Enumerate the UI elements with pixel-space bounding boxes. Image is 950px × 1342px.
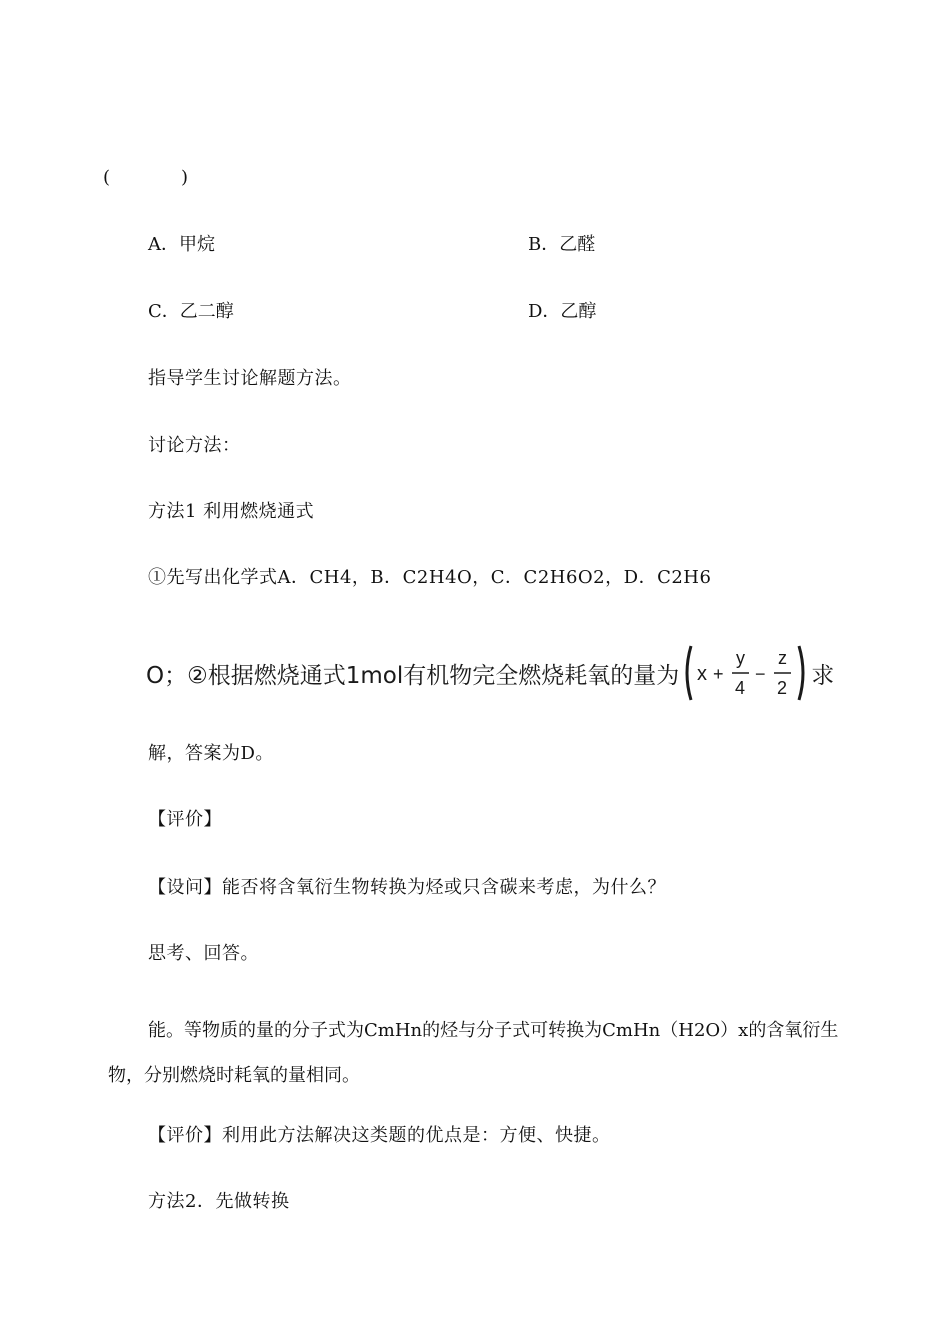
formula-plus: + [713, 664, 724, 684]
discuss-heading: 讨论方法： [148, 435, 241, 456]
question2-text: 【设问】能否将含氧衍生物转换为烃或只含碳来考虑，为什么？ [148, 877, 666, 898]
think-text: 思考、回答。 [148, 943, 259, 964]
formula-2: 2 [777, 678, 788, 698]
conversion-paragraph [108, 1008, 848, 1098]
evaluation-heading: 【评价】 [148, 809, 222, 830]
option-d: D．乙醇 [528, 301, 597, 322]
formula-suffix: 求 [811, 662, 835, 689]
formula-4: 4 [735, 678, 746, 698]
method1-heading: 方法1 利用燃烧通式 [148, 501, 315, 522]
paren-open: ( [103, 167, 111, 188]
option-b: B．乙醛 [528, 234, 596, 255]
option-c: C．乙二醇 [148, 301, 234, 322]
answer-bracket [103, 166, 189, 190]
formula-y: y [736, 648, 746, 668]
guide-text: 指导学生讨论解题方法。 [148, 368, 352, 389]
formula-prefix: O；②根据燃烧通式1mol有机物完全燃烧耗氧的量为 [146, 662, 680, 689]
formula-x: x [697, 663, 708, 685]
formula-minus: − [755, 664, 766, 684]
paren-close: ) [181, 167, 189, 188]
option-a: A．甲烷 [148, 234, 215, 255]
method2-heading: 方法2．先做转换 [148, 1191, 290, 1212]
oxygen-formula [681, 640, 809, 706]
formula-line [146, 640, 834, 706]
answer-text: 解，答案为D。 [148, 743, 274, 764]
evaluation2-text: 【评价】利用此方法解决这类题的优点是：方便、快捷。 [148, 1125, 611, 1146]
step1-text: ①先写出化学式A．CH4，B．C2H4O，C．C2H6O2，D．C2H6 [148, 567, 712, 588]
paragraph-line-1: 能。等物质的量的分子式为CmHn的烃与分子式可转换为CmHn（H2O）x的含氧衍生 [148, 1020, 839, 1041]
paragraph-line-2: 物，分别燃烧时耗氧的量相同。 [108, 1065, 360, 1086]
formula-z: z [778, 648, 788, 668]
